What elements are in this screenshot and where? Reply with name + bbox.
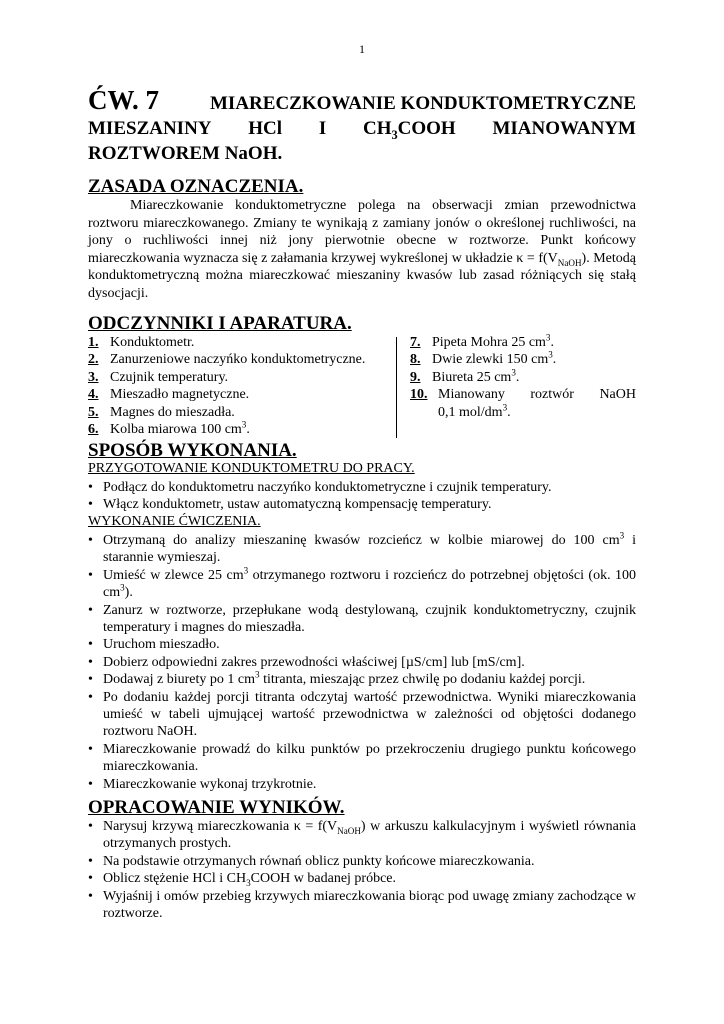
heading-opracowanie: OPRACOWANIE WYNIKÓW.: [88, 797, 345, 818]
list-item: • Na podstawie otrzymanych równań oblicz punkty końcowe miareczkowania.: [88, 853, 535, 869]
subheading-prep: PRZYGOTOWANIE KONDUKTOMETRU DO PRACY.: [88, 461, 415, 476]
exercise-number: ĆW. 7: [88, 85, 160, 115]
list-item: • Włącz konduktometr, ustaw automatyczną kompensację temperatury.: [88, 497, 492, 513]
list-item: 8. Dwie zlewki 150 $cm^3$.: [410, 349, 557, 368]
list-item: 6. Kolba miarowa 100 $cm^3$.: [88, 419, 250, 438]
subheading-procedure: WYKONANIE ĆWICZENIA.: [88, 514, 261, 529]
title-line1: MIARECZKOWANIE KONDUKTOMETRYCZNE: [210, 93, 636, 114]
list-item: 3. Czujnik temperatury.: [88, 369, 229, 385]
principle-paragraph: Miareczkowanie konduktometryczne polega na obserwacji zmian przewodnictwa roztworu miareczkowanego. Zmiany te wynikają z zamiany jonów o określonej ruchliwości, na jony o ruchliwości innej niż jony pierwotnie obecne w roztworze. Punkt końcowy miareczkowania wyznacza się z załamania krzywej wykreślonej w układzie $\kappa = f(V_{NaOH})$. Metodą konduktometryczną można miareczkować mieszaniny kwasów lub zasad różniących się stałą dysocjacji.: [88, 198, 636, 301]
list-item: 9. Biureta 25 $cm^3$.: [410, 367, 520, 385]
heading-sposob: SPOSÓB WYKONANIA.: [88, 440, 297, 461]
title-word: MIESZANINY: [88, 118, 212, 139]
list-item: 1. Konduktometr.: [88, 335, 195, 350]
prep-list: [88, 479, 636, 514]
title-line3: ROZTWOREM NaOH.: [88, 143, 283, 164]
results-list: [88, 818, 636, 922]
list-item: • Dodawaj z biurety po 1 $cm^3$ titranta, mieszając przez chwilę po dodaniu każdej porcji.: [88, 669, 586, 688]
list-item: • Miareczkowanie prowadź do kilku punktów po przekroczeniu drugiego punktu końcowego miareczkowania.: [88, 741, 636, 775]
list-item: 4. Mieszadło magnetyczne.: [88, 387, 250, 403]
list-item: 7. Pipeta Mohra 25 $cm^3$.: [410, 332, 554, 350]
list-item: • Umieść w zlewce 25 $cm^3$ otrzymanego roztworu i rozcieńcz do potrzebnej objętości (ok. 100 $cm^3$).: [88, 565, 636, 601]
page-number: 1: [359, 42, 365, 56]
list-item: • Po dodaniu każdej porcji titranta odczytaj wartość przewodnictwa. Wyniki miareczkowania umieść w tabeli ujmującej wartość przewodnictwa w zależności od objętości dodanego roztworu NaOH.: [88, 689, 636, 740]
list-item: • Uruchom mieszadło.: [88, 637, 220, 653]
heading-odczynniki: ODCZYNNIKI I APARATURA.: [88, 313, 352, 334]
title-formula: $CH_3COOH$: [362, 118, 456, 142]
list-item: • Otrzymaną do analizy mieszaninę kwasów rozcieńcz w kolbie miarowej do 100 $cm^3$ i starannie wymieszaj.: [88, 530, 636, 566]
list-item: 2. Zanurzeniowe naczyńko konduktometryczne.: [88, 352, 366, 368]
column-divider: [396, 337, 397, 438]
title-word: MIANOWANYM: [492, 118, 636, 139]
list-item: • Miareczkowanie wykonaj trzykrotnie.: [88, 776, 317, 792]
list-item: • Zanurz w roztworze, przepłukane wodą destylowaną, czujnik konduktometryczny, czujnik temperatury i magnes do mieszadła.: [88, 602, 636, 636]
title-word: I: [318, 118, 327, 139]
list-item: • Wyjaśnij i omów przebieg krzywych miareczkowania biorąc pod uwagę zmiany zachodzące w roztworze.: [88, 888, 636, 922]
list-item: 5. Magnes do mieszadła.: [88, 404, 235, 420]
list-item: • Dobierz odpowiedni zakres przewodności właściwej [µS/cm] lub [mS/cm].: [88, 654, 525, 670]
list-item: 10. Mianowany roztwór NaOH 0,1 mol/$dm^3$.: [410, 387, 636, 420]
heading-zasada: ZASADA OZNACZENIA.: [88, 176, 304, 197]
list-item: • Podłącz do konduktometru naczyńko konduktometryczne i czujnik temperatury.: [88, 480, 552, 495]
list-item: • Narysuj krzywą miareczkowania $\kappa = f(V_{NaOH})$ w arkuszu kalkulacyjnym i wyświetl równania otrzymanych prostych.: [88, 819, 636, 852]
list-item: • Oblicz stężenie HCl i $CH_3COOH$ w badanej próbce.: [88, 871, 397, 889]
page-title: [88, 85, 636, 166]
title-word: HCl: [248, 118, 283, 139]
procedure-list: [88, 532, 636, 793]
